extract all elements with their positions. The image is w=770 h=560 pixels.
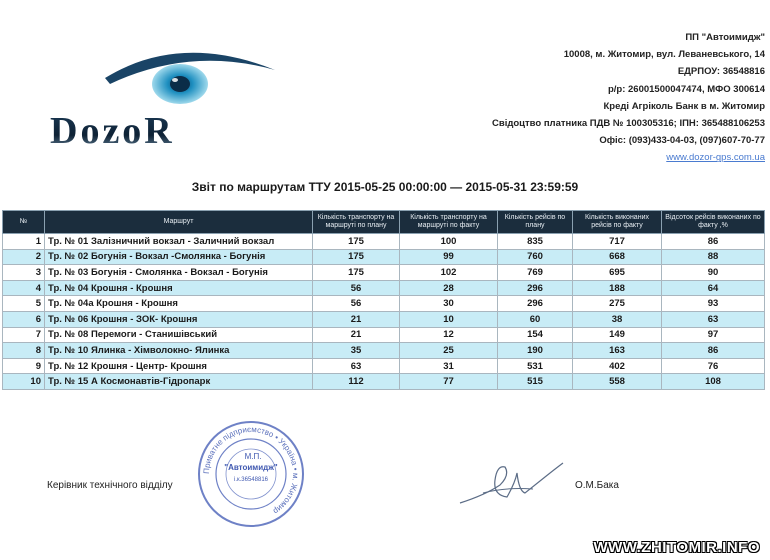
eye-highlight (172, 78, 178, 82)
cell-percent: 97 (662, 327, 765, 343)
stamp-mp: М.П. (244, 452, 262, 461)
cell-route: Тр. № 10 Ялинка - Хімволокно- Ялинка (45, 343, 313, 359)
cell-actual-vehicles: 100 (400, 234, 498, 250)
signer-name: О.М.Бака (575, 480, 619, 491)
company-vat: Свідоцтво платника ПДВ № 100305316; ІПН: 365488106253 (492, 118, 765, 130)
company-stamp (195, 418, 307, 530)
cell-route: Тр. № 08 Перемоги - Станишівський (45, 327, 313, 343)
cell-route: Тр. № 12 Крошня - Центр- Крошня (45, 358, 313, 374)
cell-planned-trips: 760 (498, 249, 573, 265)
dozor-logo (40, 40, 320, 150)
cell-actual-vehicles: 28 (400, 280, 498, 296)
table-row (3, 249, 765, 265)
stamp-ring-text: Приватне підприємство • Україна • м. Житомир (201, 424, 301, 516)
eye-pupil (170, 76, 190, 92)
cell-planned-trips: 296 (498, 296, 573, 312)
watermark: WWW.ZHITOMIR.INFO (593, 539, 760, 556)
company-website-link[interactable]: www.dozor-gps.com.ua (666, 152, 765, 164)
cell-number: 3 (3, 265, 45, 281)
handwritten-signature (455, 455, 565, 510)
company-name: ПП "Автоимидж" (685, 32, 765, 43)
cell-number: 2 (3, 249, 45, 265)
cell-actual-trips: 149 (573, 327, 662, 343)
cell-number: 6 (3, 311, 45, 327)
cell-actual-trips: 558 (573, 374, 662, 390)
cell-actual-vehicles: 77 (400, 374, 498, 390)
cell-planned-vehicles: 56 (313, 280, 400, 296)
cell-percent: 93 (662, 296, 765, 312)
cell-planned-trips: 296 (498, 280, 573, 296)
company-info (345, 29, 765, 167)
cell-number: 7 (3, 327, 45, 343)
cell-planned-trips: 835 (498, 234, 573, 250)
header-route: Маршрут (45, 211, 313, 234)
cell-actual-vehicles: 102 (400, 265, 498, 281)
company-address: 10008, м. Житомир, вул. Леваневського, 14 (563, 49, 765, 61)
table-row (3, 358, 765, 374)
cell-planned-trips: 154 (498, 327, 573, 343)
table-row (3, 343, 765, 359)
position-label: Керівник технічного відділу (47, 480, 173, 491)
cell-planned-vehicles: 175 (313, 265, 400, 281)
cell-planned-vehicles: 21 (313, 327, 400, 343)
cell-actual-vehicles: 25 (400, 343, 498, 359)
table-row (3, 296, 765, 312)
company-account: р/р: 26001500047474, МФО 300614 (607, 83, 765, 95)
cell-route: Тр. № 15 А Космонавтів-Гідропарк (45, 374, 313, 390)
header-planned-trips: Кількість рейсів по плану (498, 211, 573, 234)
cell-percent: 88 (662, 249, 765, 265)
company-bank: Креді Агріколь Банк в м. Житомир (603, 100, 765, 112)
cell-route: Тр. № 01 Залізничний вокзал - Заличний вокзал (45, 234, 313, 250)
cell-number: 9 (3, 358, 45, 374)
cell-planned-trips: 190 (498, 343, 573, 359)
cell-actual-trips: 163 (573, 343, 662, 359)
cell-planned-vehicles: 21 (313, 311, 400, 327)
table-row (3, 374, 765, 390)
cell-route: Тр. № 06 Крошня - ЗОК- Крошня (45, 311, 313, 327)
cell-planned-vehicles: 56 (313, 296, 400, 312)
cell-percent: 86 (662, 343, 765, 359)
cell-actual-vehicles: 12 (400, 327, 498, 343)
cell-planned-trips: 769 (498, 265, 573, 281)
header-actual-trips: Кількість виконаних рейсів по факту (573, 211, 662, 234)
company-edrpou: ЕДРПОУ: 36548816 (677, 66, 765, 78)
cell-route: Тр. № 02 Богунія - Вокзал -Смолянка - Богунія (45, 249, 313, 265)
cell-actual-trips: 695 (573, 265, 662, 281)
stamp-code: і.к.36548816 (234, 477, 268, 483)
cell-percent: 64 (662, 280, 765, 296)
cell-number: 1 (3, 234, 45, 250)
cell-planned-trips: 515 (498, 374, 573, 390)
cell-route: Тр. № 04а Крошня - Крошня (45, 296, 313, 312)
cell-planned-vehicles: 35 (313, 343, 400, 359)
stamp-center-text: "Автоимидж" (224, 463, 278, 472)
routes-table (2, 210, 765, 390)
company-office: Офіс: (093)433-04-03, (097)607-70-77 (599, 135, 765, 147)
cell-route: Тр. № 03 Богунія - Смолянка - Вокзал - Богунія (45, 265, 313, 281)
cell-actual-vehicles: 30 (400, 296, 498, 312)
cell-number: 8 (3, 343, 45, 359)
cell-actual-trips: 668 (573, 249, 662, 265)
logo-text: DozoR (50, 110, 175, 150)
cell-actual-trips: 402 (573, 358, 662, 374)
cell-planned-trips: 531 (498, 358, 573, 374)
cell-number: 5 (3, 296, 45, 312)
cell-actual-vehicles: 99 (400, 249, 498, 265)
cell-actual-trips: 717 (573, 234, 662, 250)
cell-planned-vehicles: 175 (313, 249, 400, 265)
header-actual-vehicles: Кількість транспорту на маршруті по факту (400, 211, 498, 234)
cell-actual-trips: 275 (573, 296, 662, 312)
cell-planned-vehicles: 63 (313, 358, 400, 374)
cell-planned-trips: 60 (498, 311, 573, 327)
header-number: № (3, 211, 45, 234)
table-row (3, 234, 765, 250)
cell-percent: 108 (662, 374, 765, 390)
cell-percent: 76 (662, 358, 765, 374)
report-title: Звіт по маршрутам ТТУ 2015-05-25 00:00:00 — 2015-05-31 23:59:59 (191, 180, 579, 194)
cell-percent: 63 (662, 311, 765, 327)
header-percent: Відсоток рейсів виконаних по факту ,% (662, 211, 765, 234)
cell-actual-trips: 38 (573, 311, 662, 327)
table-row (3, 280, 765, 296)
cell-planned-vehicles: 112 (313, 374, 400, 390)
table-header-row (3, 211, 765, 234)
header-planned-vehicles: Кількість транспорту на маршруті по плану (313, 211, 400, 234)
cell-route: Тр. № 04 Крошня - Крошня (45, 280, 313, 296)
table-row (3, 327, 765, 343)
table-row (3, 265, 765, 281)
table-row (3, 311, 765, 327)
cell-actual-trips: 188 (573, 280, 662, 296)
cell-percent: 86 (662, 234, 765, 250)
cell-actual-vehicles: 10 (400, 311, 498, 327)
cell-planned-vehicles: 175 (313, 234, 400, 250)
cell-number: 4 (3, 280, 45, 296)
cell-number: 10 (3, 374, 45, 390)
cell-percent: 90 (662, 265, 765, 281)
cell-actual-vehicles: 31 (400, 358, 498, 374)
